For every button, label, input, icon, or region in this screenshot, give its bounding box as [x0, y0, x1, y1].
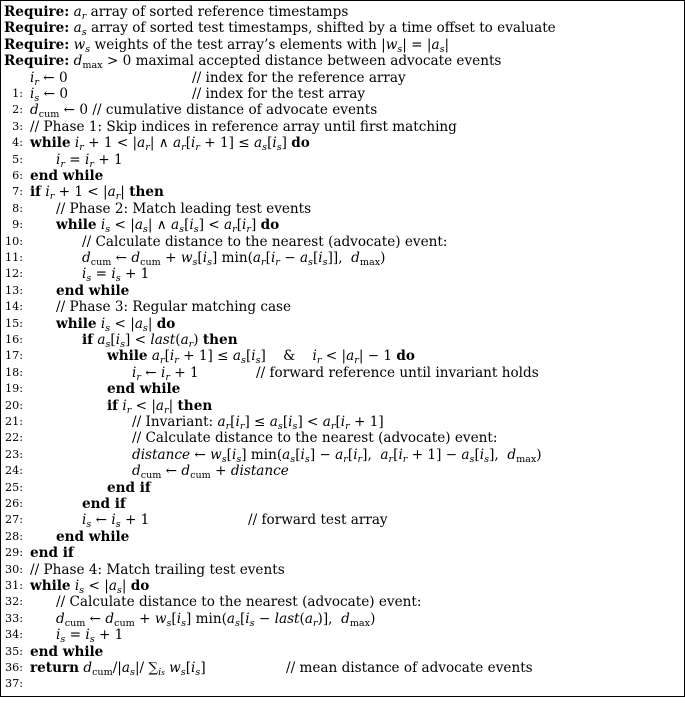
- algorithm-line-13: 13: $i_s = i_s + 1$: [4, 266, 150, 297]
- algorithm-line-32: 32: while $i_s < |a_s|$ do: [4, 578, 150, 609]
- require-keyword: Require:: [4, 53, 70, 70]
- algorithm-line-30: 30: end if: [4, 545, 74, 576]
- algorithm-line-16: 16: while $i_s < |a_s|$ do: [4, 315, 176, 346]
- require-keyword: Require:: [4, 4, 70, 20]
- algorithm-line-17: 17: if $a_s[i_s]$ < $last(a_r)$ then: [4, 332, 238, 363]
- comment: // Phase 1: Skip indices in reference array until first matching: [30, 118, 457, 135]
- algorithm-line-31: 31: // Phase 4: Match trailing test events: [4, 561, 285, 592]
- algorithm-line-15: 15: // Phase 3: Regular matching case: [4, 299, 292, 330]
- algorithm-line-11: 11: // Calculate distance to the nearest (advocate) event:: [4, 233, 448, 264]
- algorithm-line-14: 14: end while: [4, 282, 130, 314]
- require-keyword: Require:: [4, 36, 70, 53]
- comment: // mean distance of advocate events: [286, 660, 533, 676]
- algorithm-line-20: 20: end while: [4, 381, 181, 412]
- comment: // Phase 2: Match leading test events: [56, 200, 312, 217]
- algorithm-line-5: 5: while $i_r + 1 < |a_r|$ ∧ $a_r[i_r + 1] \le a_s[i_s]$ do: [12, 135, 310, 166]
- algorithm-line-25: 25: $d_{cum}$ ← $d_{cum}$ + distance: [4, 463, 289, 494]
- algorithm-line-4: 4: // Phase 1: Skip indices in reference array until first matching: [12, 118, 457, 150]
- algorithm-line-35: 35: $i_s = i_s + 1$: [4, 627, 124, 658]
- algorithm-line-29: 29: end while: [4, 528, 130, 560]
- algorithm-line-3: 3: $d_{cum}$ ← 0 // cumulative distance of advocate events: [12, 102, 378, 133]
- comment: // Calculate distance to the nearest (advocate) event:: [132, 430, 498, 447]
- algorithm-line-7: 7: end while: [12, 168, 104, 199]
- algorithm-line-33: 33: // Calculate distance to the nearest (advocate) event:: [4, 594, 422, 625]
- algorithm-line-6: 6: $i_r = i_r + 1$: [12, 151, 123, 182]
- algorithm-line-36: 36: end while: [4, 643, 104, 674]
- comment: // Calculate distance to the nearest (advocate) event:: [82, 233, 448, 250]
- algorithm-line-26: 26: end if: [4, 479, 151, 510]
- algorithm-line-8: 8: if $i_r + 1 < |a_r|$ then: [12, 184, 164, 215]
- comment: // Calculate distance to the nearest (advocate) event:: [56, 594, 422, 611]
- comment: // forward reference until invariant holds: [256, 364, 539, 381]
- algorithm-line-10: 10: while $i_s < |a_s|$ ∧ $a_s[i_s] < a_r[i_r]$ do: [4, 217, 280, 248]
- algorithm-line-23: 23: // Calculate distance to the nearest (advocate) event:: [4, 430, 498, 461]
- algorithm-line-1: 1: $i_r$ ← 0 // index for the reference array: [12, 69, 406, 100]
- algorithm-line-34: 34: $d_{cum}$ ← $d_{cum} + w_s[i_s] \min(a_s[i_s$ − $last(a_r)$], $d_{max}$): [4, 610, 376, 642]
- require-line-4: Require: $d_{max} > 0$ maximal accepted distance between advocate events: [4, 53, 502, 72]
- require-line-2: Require: $a_s$ array of sorted test timestamps, shifted by a time offset to evaluate: [4, 20, 556, 39]
- algorithm-line-18: 18: while $a_r[i_r + 1] \le a_s[i_s]$ & $i_r < |a_r| - 1$ do: [4, 348, 415, 379]
- algorithm-line-2: 2: $i_s$ ← 0 // index for the test array: [12, 86, 366, 117]
- algorithm-line-28: 28: $i_s$ ← $i_s + 1$ // forward test array: [4, 512, 388, 543]
- algorithm-line-9: 9: // Phase 2: Match leading test events: [12, 200, 312, 232]
- algorithm-line-12: 12: $d_{cum}$ ← $d_{cum} + w_s[i_s] \min(a_r[i_r - a_s[i_s]]$, $d_{max}$): [4, 250, 386, 281]
- algorithm-line-19: 19: $i_r$ ← $i_r + 1$ // forward reference until invariant holds: [4, 364, 539, 396]
- algorithm-line-27: 27: end if: [4, 496, 126, 527]
- comment: // forward test array: [248, 512, 388, 529]
- algorithm-line-21: 21: if $i_r < |a_r|$ then: [4, 397, 213, 428]
- require-line-1: Require: $a_r$ array of sorted reference timestamps: [4, 4, 349, 22]
- require-line-3: Require: $w_s$ weights of the test array’s elements with $|w_s| = |a_s|$: [4, 36, 450, 55]
- algorithm-line-24: 24: distance ← $w_s[i_s] \min(a_s[i_s] - a_r[i_r]$, $a_r[i_r + 1] - a_s[i_s]$, $d_{max}$): [4, 446, 542, 478]
- algorithm-line-37: 37: return $d_{cum}/|a_s|/$ $\sum_{is}$ $w_s[i_s]$ // mean distance of advocate events: [4, 660, 533, 691]
- comment: // Phase 3: Regular matching case: [56, 299, 292, 316]
- comment: // Phase 4: Match trailing test events: [30, 561, 285, 578]
- require-keyword: Require:: [4, 20, 70, 37]
- algorithm-line-22: 22: // Invariant: $a_r[i_r] \le a_s[i_s] < a_r[i_r + 1]$: [4, 414, 384, 445]
